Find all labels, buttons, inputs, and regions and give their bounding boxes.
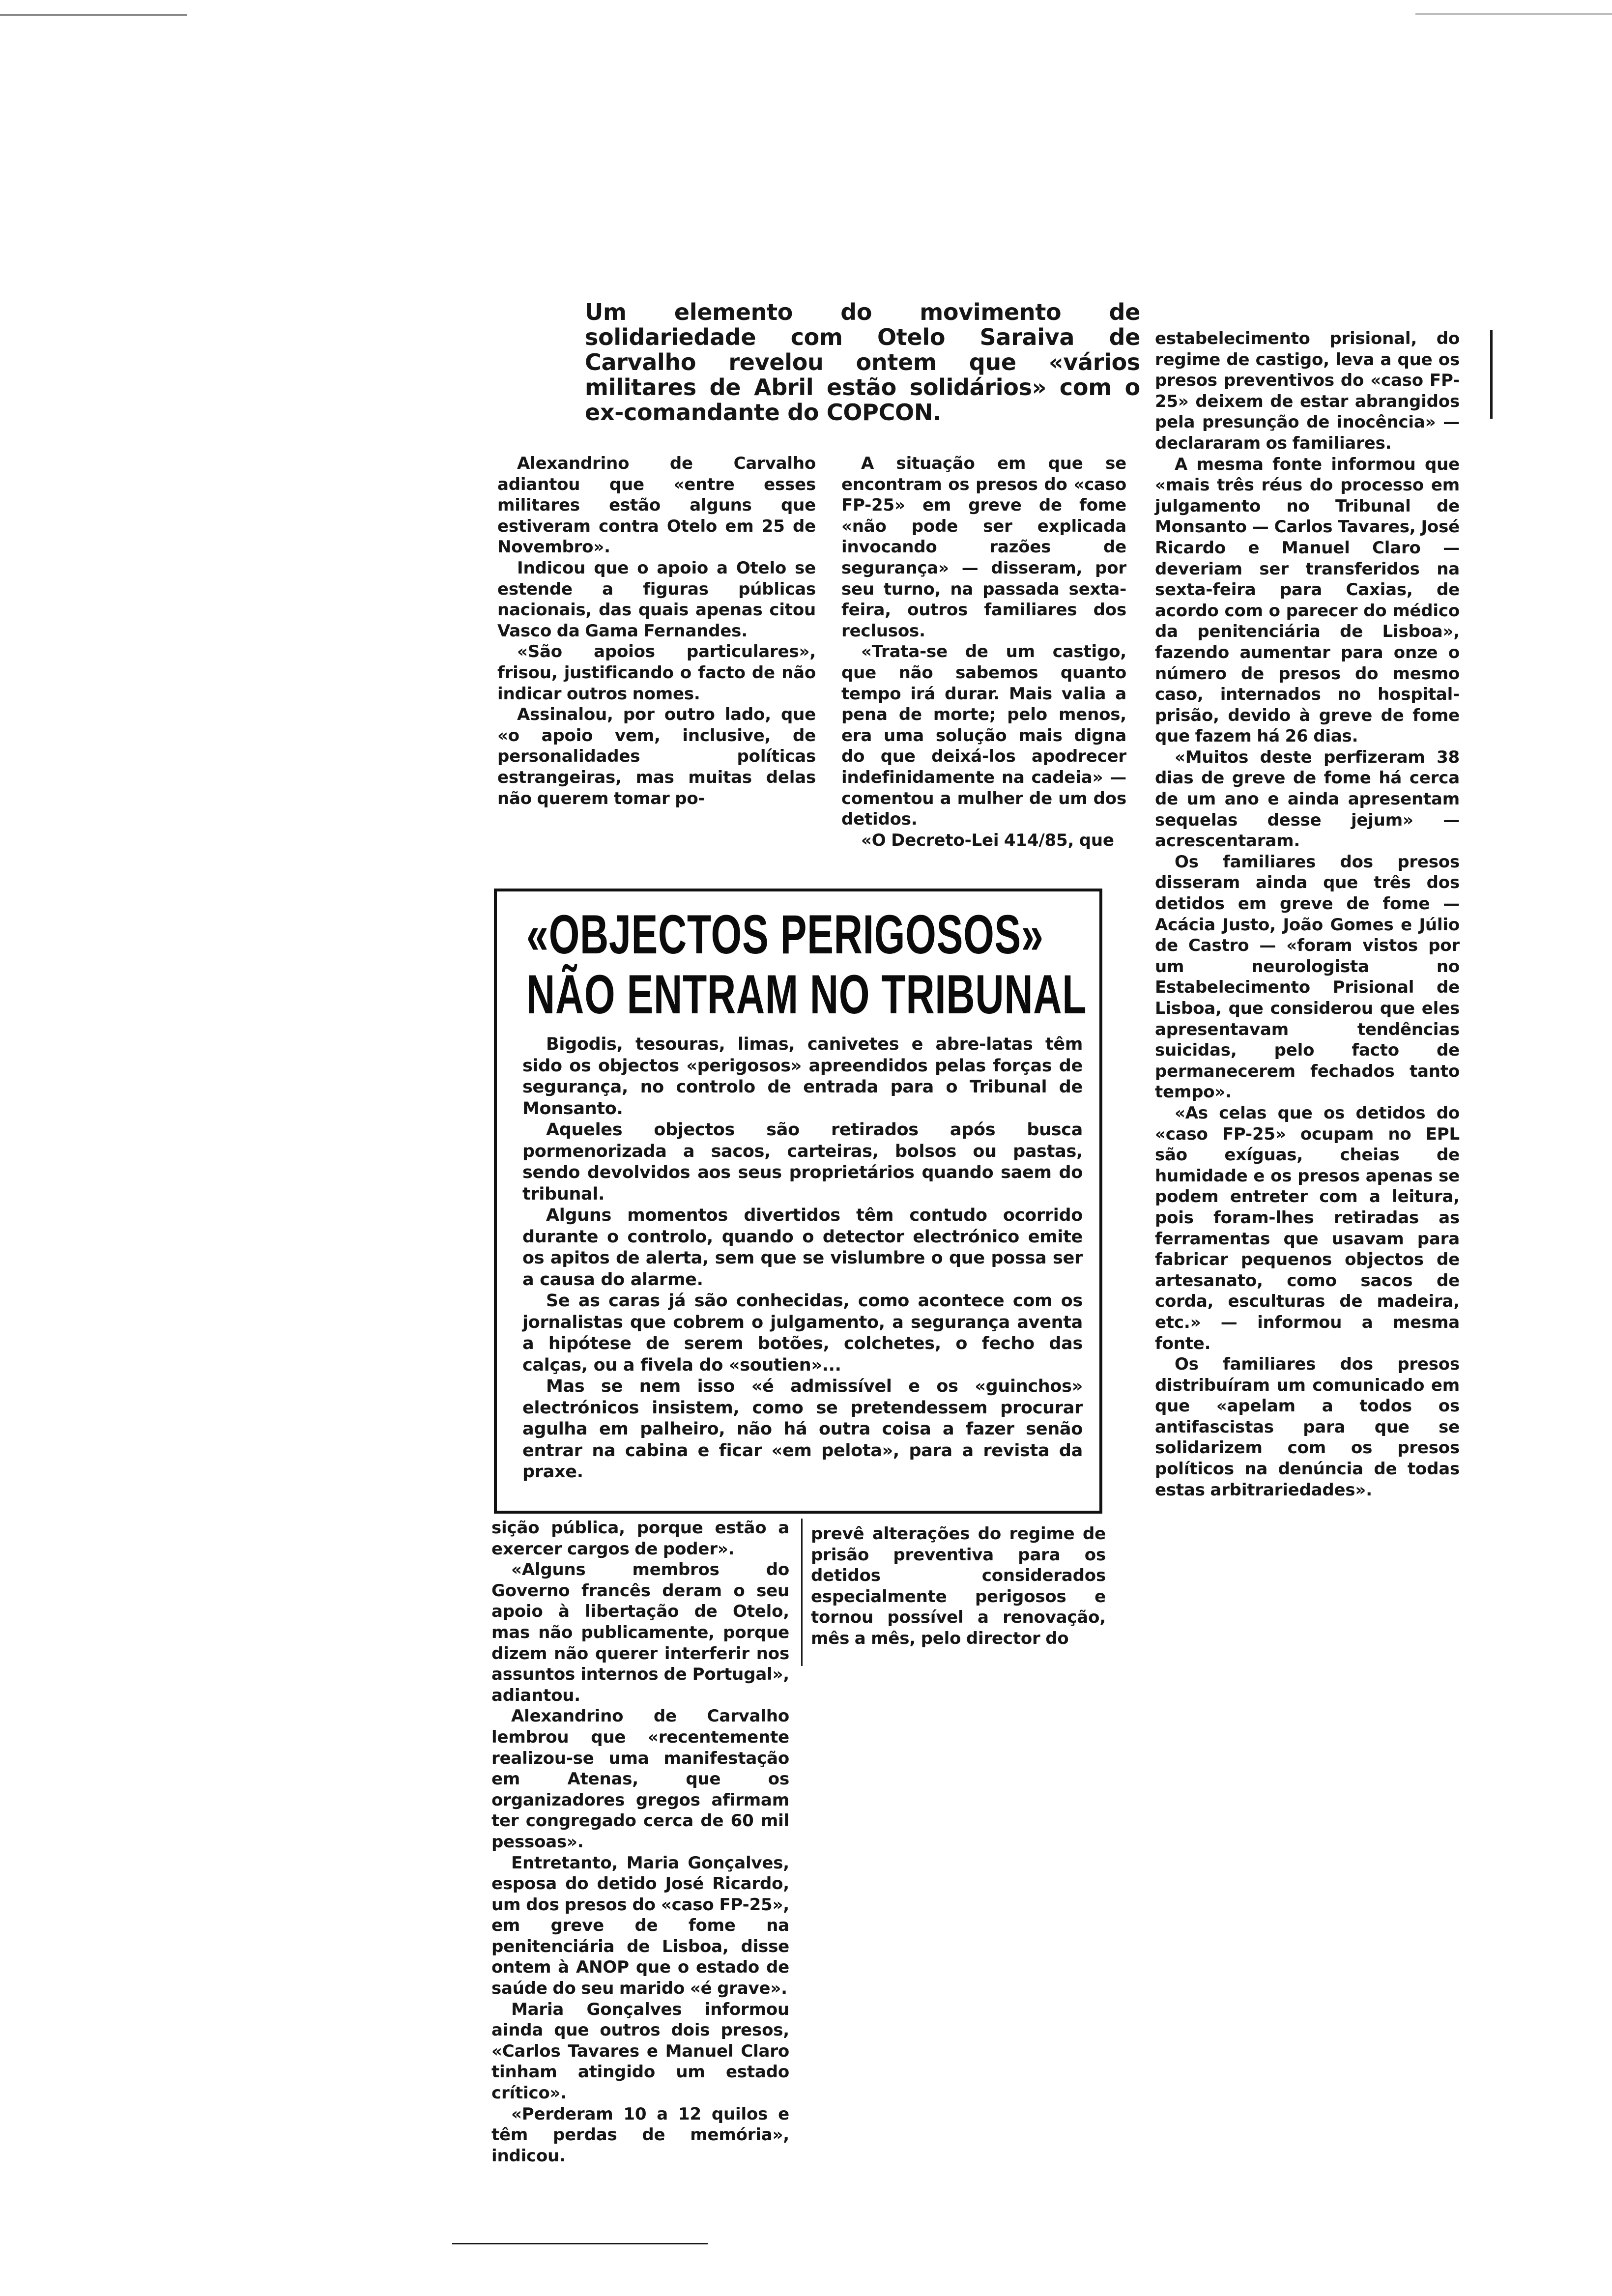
paragraph: «São apoios particulares», frisou, justificando o facto de não indicar outros nomes. xyxy=(497,642,816,704)
paragraph: estabelecimento prisional, do regime de castigo, leva a que os presos preventivos do «caso FP-25» deixem de estar abrangidos pela presunção de inocência» — declararam os familiares. xyxy=(1155,329,1460,453)
article-column-1-top xyxy=(497,453,816,809)
paragraph: «O Decreto-Lei 414/85, que xyxy=(861,830,1114,850)
scan-artifact-line xyxy=(1415,13,1612,15)
sidebar-story-body xyxy=(522,1034,1083,1483)
paragraph: Os familiares dos presos distribuíram um comunicado em que «apelam a todos os antifascistas para que se solidarizem com os presos políticos na denúncia de todas estas arbitrariedades». xyxy=(1155,1354,1460,1500)
article-column-2-top xyxy=(841,453,1126,851)
paragraph: «Trata-se de um castigo, que não sabemos quanto tempo irá durar. Mais valia a pena de morte; pelo menos, era uma solução mais digna do que deixá-los apodrecer indefinidamente na cadeia» — comentou a mulher de um dos detidos. xyxy=(841,642,1126,830)
paragraph: Assinalou, por outro lado, que «o apoio vem, inclusive, de personalidades políticas estrangeiras, mas muitas delas não querem tomar po- xyxy=(497,705,816,808)
paragraph: Aqueles objectos são retirados após busca pormenorizada a sacos, carteiras, bolsos ou pastas, sendo devolvidos aos seus proprietários quando saem do tribunal. xyxy=(522,1120,1083,1204)
paragraph: prevê alterações do regime de prisão preventiva para os detidos considerados especialmente perigosos e tornou possível a renovação, mês a mês, pelo director do xyxy=(811,1524,1106,1648)
paragraph: Alguns momentos divertidos têm contudo ocorrido durante o controlo, quando o detector electrónico emite os apitos de alerta, sem que se vislumbre o que possa ser a causa do alarme. xyxy=(522,1205,1083,1290)
paragraph: Os familiares dos presos disseram ainda que três dos detidos em greve de fome — Acácia Justo, João Gomes e Júlio de Castro — «foram vistos por um neurologista no Estabelecimento Prisional de Lisboa, que considerou que eles apresentavam tendências suicidas, pelo facto de permanecerem fechados tanto tempo». xyxy=(1155,852,1460,1102)
column-rule xyxy=(801,1519,803,1666)
paragraph: Entretanto, Maria Gonçalves, esposa do detido José Ricardo, um dos presos do «caso FP-25», em greve de fome na penitenciária de Lisboa, disse ontem à ANOP que o estado de saúde do seu marido «é grave». xyxy=(491,1853,789,1999)
scan-artifact-line xyxy=(0,14,187,16)
paragraph: Mas se nem isso «é admissível e os «guinchos» electrónicos insistem, como se pretendessem procurar agulha em palheiro, não há outra coisa a fazer senão entrar na cabina e ficar «em pelota», para a revista da praxe. xyxy=(522,1377,1083,1482)
paragraph: Alexandrino de Carvalho lembrou que «recentemente realizou-se uma manifestação em Atenas, que os organizadores gregos afirmam ter congregado cerca de 60 mil pessoas». xyxy=(491,1706,789,1852)
paragraph: «Muitos deste perfizeram 38 dias de greve de fome há cerca de um ano e ainda apresentam sequelas desse jejum» — acrescentaram. xyxy=(1155,747,1460,851)
paragraph: «Perderam 10 a 12 quilos e têm perdas de memória», indicou. xyxy=(491,2104,789,2166)
sidebar-headline-line-2: NÃO ENTRAM NO TRIBUNAL xyxy=(526,964,1087,1025)
paragraph: sição pública, porque estão a exercer cargos de poder». xyxy=(491,1518,789,1559)
paragraph: «Alguns membros do Governo francês deram o seu apoio à libertação de Otelo, mas não publicamente, porque dizem não querer interferir nos assuntos internos de Portugal», adiantou. xyxy=(491,1560,789,1705)
column-rule xyxy=(1490,330,1493,419)
article-column-2-bottom xyxy=(811,1523,1106,1649)
paragraph: «As celas que os detidos do «caso FP-25» ocupam no EPL são exíguas, cheias de humidade e os presos apenas se podem entreter com a leitura, pois foram-lhes retiradas as ferramentas que usavam para fabricar pequenos objectos de artesanato, como sacos de corda, esculturas de madeira, etc.» — informou a mesma fonte. xyxy=(1155,1103,1460,1353)
sidebar-headline-line-1: «OBJECTOS PERIGOSOS» xyxy=(526,904,1044,965)
article-end-rule xyxy=(452,2243,708,2244)
paragraph: A mesma fonte informou que «mais três réus do processo em julgamento no Tribunal de Monsanto — Carlos Tavares, José Ricardo e Manuel Claro — deveriam ser transferidos na sexta-feira para Caxias, de acordo com o parecer do médico da penitenciária de Lisboa», fazendo aumentar para onze o número de presos do mesmo caso, internados no hospital-prisão, devido à greve de fome que fazem há 26 dias. xyxy=(1155,454,1460,746)
article-lead: Um elemento do movimento de solidariedade com Otelo Saraiva de Carvalho revelou ontem que «vários militares de Abril estão solidários» com o ex-comandante do COPCON. xyxy=(585,299,1140,426)
paragraph: Indicou que o apoio a Otelo se estende a figuras públicas nacionais, das quais apenas citou Vasco da Gama Fernandes. xyxy=(497,558,816,641)
article-column-3 xyxy=(1155,328,1460,1500)
article-column-1-bottom xyxy=(491,1518,789,2166)
paragraph: A situação em que se encontram os presos do «caso FP-25» em greve de fome «não pode ser explicada invocando razões de segurança» — disseram, por seu turno, na passada sexta-feira, outros familiares dos reclusos. xyxy=(841,454,1126,641)
paragraph: Maria Gonçalves informou ainda que outros dois presos, «Carlos Tavares e Manuel Claro tinham atingido um estado crítico». xyxy=(491,1999,789,2103)
paragraph: Alexandrino de Carvalho adiantou que «entre esses militares estão alguns que estiveram contra Otelo em 25 de Novembro». xyxy=(497,454,816,557)
sidebar-story-box xyxy=(494,889,1102,1514)
paragraph: Bigodis, tesouras, limas, canivetes e abre-latas têm sido os objectos «perigosos» apreendidos pelas forças de segurança, no controlo de entrada para o Tribunal de Monsanto. xyxy=(522,1034,1083,1119)
paragraph: Se as caras já são conhecidas, como acontece com os jornalistas que cobrem o julgamento, a segurança aventa a hipótese de serem botões, colchetes, o fecho das calças, ou a fivela do «soutien»... xyxy=(522,1291,1083,1375)
